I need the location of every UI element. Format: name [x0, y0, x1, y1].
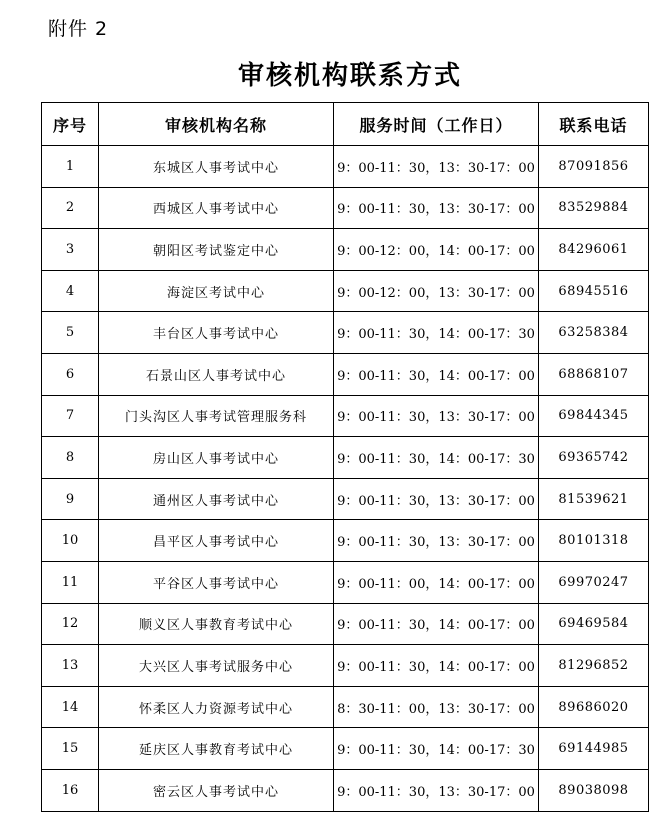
cell-phone: 69844345 [539, 395, 649, 437]
cell-service-time: 9：00-11：30，14：00-17：30 [334, 437, 539, 479]
cell-phone: 69970247 [539, 561, 649, 603]
cell-institution-name: 门头沟区人事考试管理服务科 [99, 395, 334, 437]
cell-institution-name: 大兴区人事考试服务中心 [99, 645, 334, 687]
cell-service-time: 9：00-11：30，14：00-17：30 [334, 312, 539, 354]
cell-phone: 68945516 [539, 270, 649, 312]
cell-service-time: 9：00-11：30，13：30-17：00 [334, 395, 539, 437]
cell-service-time: 9：00-11：30，13：30-17：00 [334, 769, 539, 811]
cell-service-time: 9：00-11：30，14：00-17：00 [334, 645, 539, 687]
cell-number: 16 [42, 769, 99, 811]
table-row [42, 437, 649, 479]
cell-institution-name: 海淀区考试中心 [99, 270, 334, 312]
cell-number: 2 [42, 187, 99, 229]
cell-number: 5 [42, 312, 99, 354]
cell-number: 11 [42, 561, 99, 603]
cell-phone: 83529884 [539, 187, 649, 229]
cell-service-time: 9：00-11：30，14：00-17：00 [334, 603, 539, 645]
contacts-table [41, 102, 649, 812]
cell-institution-name: 延庆区人事教育考试中心 [99, 728, 334, 770]
header-institution-name: 审核机构名称 [99, 103, 334, 146]
cell-institution-name: 通州区人事考试中心 [99, 478, 334, 520]
cell-phone: 69144985 [539, 728, 649, 770]
table-row [42, 395, 649, 437]
cell-phone: 69469584 [539, 603, 649, 645]
cell-service-time: 8：30-11：00，13：30-17：00 [334, 686, 539, 728]
cell-phone: 84296061 [539, 229, 649, 271]
table-row [42, 769, 649, 811]
table-row [42, 478, 649, 520]
cell-number: 15 [42, 728, 99, 770]
cell-number: 7 [42, 395, 99, 437]
header-phone: 联系电话 [539, 103, 649, 146]
cell-service-time: 9：00-11：30，14：00-17：00 [334, 353, 539, 395]
cell-institution-name: 石景山区人事考试中心 [99, 353, 334, 395]
cell-phone: 87091856 [539, 146, 649, 188]
table-header [42, 103, 649, 146]
cell-number: 10 [42, 520, 99, 562]
cell-number: 14 [42, 686, 99, 728]
cell-phone: 80101318 [539, 520, 649, 562]
cell-service-time: 9：00-11：30，13：30-17：00 [334, 187, 539, 229]
table-row [42, 229, 649, 271]
cell-number: 4 [42, 270, 99, 312]
cell-institution-name: 怀柔区人力资源考试中心 [99, 686, 334, 728]
table-row [42, 520, 649, 562]
cell-phone: 63258384 [539, 312, 649, 354]
cell-number: 8 [42, 437, 99, 479]
cell-institution-name: 平谷区人事考试中心 [99, 561, 334, 603]
cell-number: 13 [42, 645, 99, 687]
cell-service-time: 9：00-11：30，13：30-17：00 [334, 146, 539, 188]
cell-institution-name: 丰台区人事考试中心 [99, 312, 334, 354]
cell-institution-name: 昌平区人事考试中心 [99, 520, 334, 562]
cell-number: 1 [42, 146, 99, 188]
header-number: 序号 [42, 103, 99, 146]
document-title: 审核机构联系方式 [237, 61, 462, 91]
cell-service-time: 9：00-12：00，13：30-17：00 [334, 270, 539, 312]
table-row [42, 645, 649, 687]
cell-service-time: 9：00-12：00，14：00-17：00 [334, 229, 539, 271]
cell-number: 12 [42, 603, 99, 645]
cell-number: 6 [42, 353, 99, 395]
header-row [42, 103, 649, 146]
cell-institution-name: 顺义区人事教育考试中心 [99, 603, 334, 645]
cell-service-time: 9：00-11：30，14：00-17：30 [334, 728, 539, 770]
table-row [42, 146, 649, 188]
table-row [42, 312, 649, 354]
cell-phone: 69365742 [539, 437, 649, 479]
cell-institution-name: 西城区人事考试中心 [99, 187, 334, 229]
cell-phone: 89038098 [539, 769, 649, 811]
attachment-label: 附件 2 [48, 18, 109, 40]
table-row [42, 187, 649, 229]
table-row [42, 686, 649, 728]
cell-service-time: 9：00-11：00，14：00-17：00 [334, 561, 539, 603]
table-row [42, 561, 649, 603]
table-row [42, 353, 649, 395]
cell-phone: 68868107 [539, 353, 649, 395]
cell-number: 3 [42, 229, 99, 271]
header-service-time: 服务时间（工作日） [334, 103, 539, 146]
table-row [42, 728, 649, 770]
cell-phone: 81539621 [539, 478, 649, 520]
cell-institution-name: 东城区人事考试中心 [99, 146, 334, 188]
cell-institution-name: 房山区人事考试中心 [99, 437, 334, 479]
cell-number: 9 [42, 478, 99, 520]
cell-phone: 81296852 [539, 645, 649, 687]
table-body [42, 146, 649, 812]
cell-institution-name: 朝阳区考试鉴定中心 [99, 229, 334, 271]
table-row [42, 603, 649, 645]
cell-service-time: 9：00-11：30，13：30-17：00 [334, 478, 539, 520]
cell-institution-name: 密云区人事考试中心 [99, 769, 334, 811]
table-row [42, 270, 649, 312]
cell-phone: 89686020 [539, 686, 649, 728]
cell-service-time: 9：00-11：30，13：30-17：00 [334, 520, 539, 562]
